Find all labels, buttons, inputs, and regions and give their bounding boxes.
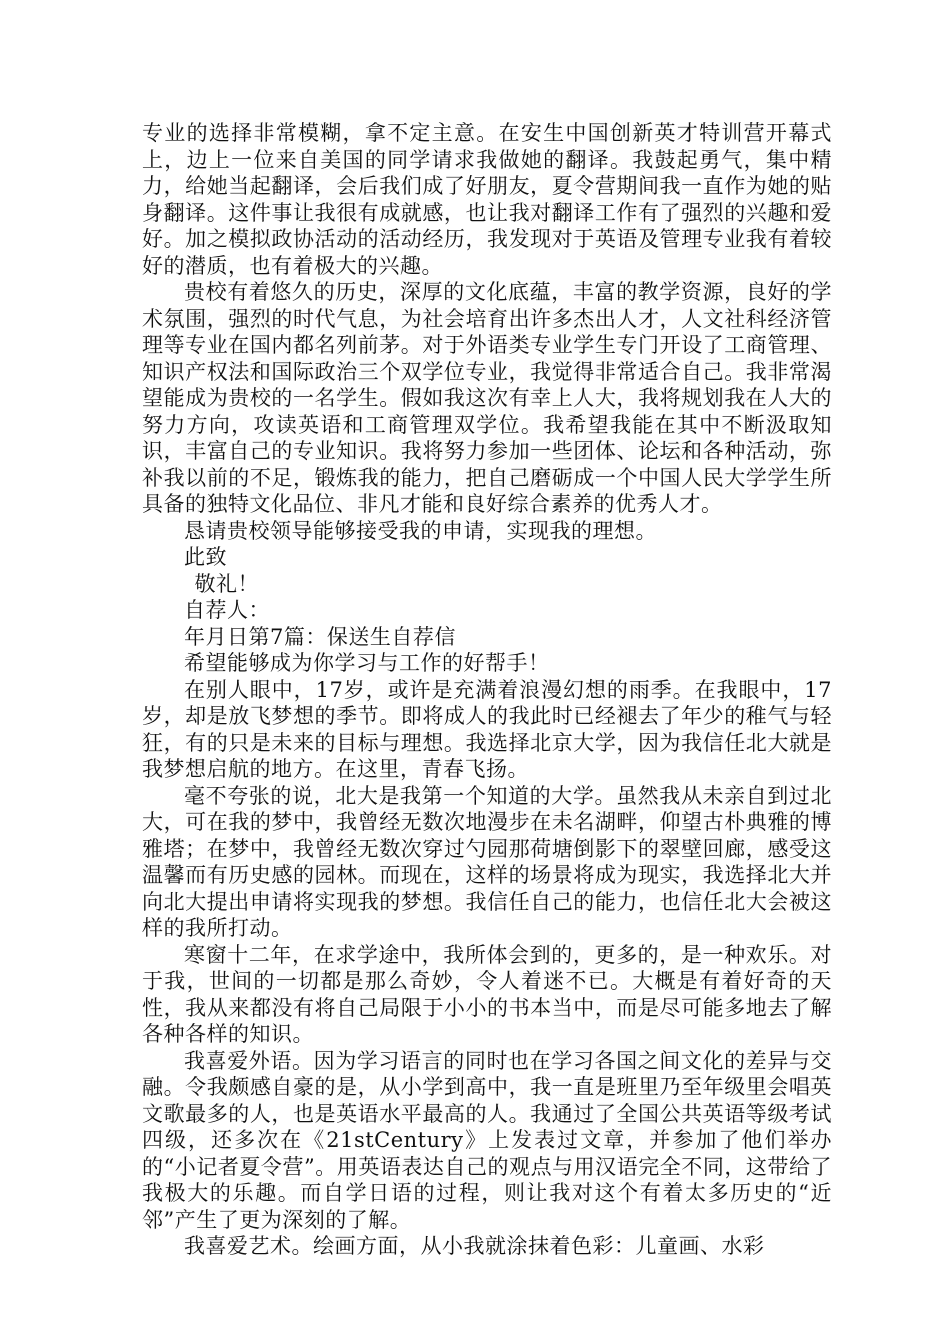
signature-line: 自荐人： <box>184 598 270 622</box>
salutation-jingli: 敬礼！ <box>194 571 259 596</box>
paragraph-art: 我喜爱艺术。绘画方面，从小我就涂抹着色彩：儿童画、水彩 <box>184 1234 765 1258</box>
paragraph-translation-experience: 专业的选择非常模糊，拿不定主意。在安生中国创新英才特训营开幕式上，边上一位来自美国的同学请求我做她的翻译。我鼓起勇气，集中精力，给她当起翻译，会后我们成了好朋友，夏令营期间我一直作为她的贴身翻译。这件事让我很有成就感，也让我对翻译工作有了强烈的兴趣和爱好。加之模拟政协活动的活动经历，我发现对于英语及管理专业我有着较好的潜质，也有着极大的兴趣。 <box>142 121 832 278</box>
salutation-cizhi: 此致 <box>184 545 227 569</box>
paragraph-seventeen: 在别人眼中，17岁，或许是充满着浪漫幻想的雨季。在我眼中，17岁，却是放飞梦想的季节。即将成人的我此时已经褪去了年少的稚气与轻狂，有的只是未来的目标与理想。我选择北京大学，因为我信任北大就是我梦想启航的地方。在这里，青春飞扬。 <box>142 677 832 781</box>
document-page <box>142 120 832 1260</box>
paragraph-closing-request: 恳请贵校领导能够接受我的申请，实现我的理想。 <box>184 518 657 543</box>
paragraph-study-joy: 寒窗十二年，在求学途中，我所体会到的，更多的，是一种欢乐。对于我，世间的一切都是那么奇妙，令人着迷不已。大概是有着好奇的天性，我从来都没有将自己局限于小小的书本当中，而是尽可能多地去了解各种各样的知识。 <box>142 942 832 1046</box>
helper-note: 希望能够成为你学习与工作的好帮手！ <box>184 651 550 675</box>
date-and-section-title: 年月日第7篇：保送生自荐信 <box>184 624 456 649</box>
paragraph-university-praise: 贵校有着悠久的历史，深厚的文化底蕴，丰富的教学资源，良好的学术氛围，强烈的时代气息，为社会培育出许多杰出人才，人文社科经济管理等专业在国内都名列前茅。对于外语类专业学生专门开设了工商管理、知识产权法和国际政治三个双学位专业，我觉得非常适合自己。我非常渴望能成为贵校的一名学生。假如我这次有幸上人大，我将规划我在人大的努力方向，攻读英语和工商管理双学位。我希望我能在其中不断汲取知识，丰富自己的专业知识。我将努力参加一些团体、论坛和各种活动，弥补我以前的不足，锻炼我的能力，把自己磨砺成一个中国人民大学学生所具备的独特文化品位、非凡才能和良好综合素养的优秀人才。 <box>142 280 832 516</box>
paragraph-peking-dream: 毫不夸张的说，北大是我第一个知道的大学。虽然我从未亲自到过北大，可在我的梦中，我曾经无数次地漫步在未名湖畔，仰望古朴典雅的博雅塔；在梦中，我曾经无数次穿过勺园那荷塘倒影下的翠壁回廊，感受这温馨而有历史感的园林。而现在，这样的场景将成为现实，我选择北大并向北大提出申请将实现我的梦想。我信任自己的能力，也信任北大会被这样的我所打动。 <box>142 783 832 940</box>
paragraph-foreign-languages: 我喜爱外语。因为学习语言的同时也在学习各国之间文化的差异与交融。令我颇感自豪的是，从小学到高中，我一直是班里乃至年级里会唱英文歌最多的人，也是英语水平最高的人。我通过了全国公共英语等级考试四级，还多次在《21stCentury》上发表过文章，并参加了他们举办的“小记者夏令营”。用英语表达自己的观点与用汉语完全不同，这带给了我极大的乐趣。而自学日语的过程，则让我对这个有着太多历史的“近邻”产生了更为深刻的了解。 <box>142 1048 832 1232</box>
